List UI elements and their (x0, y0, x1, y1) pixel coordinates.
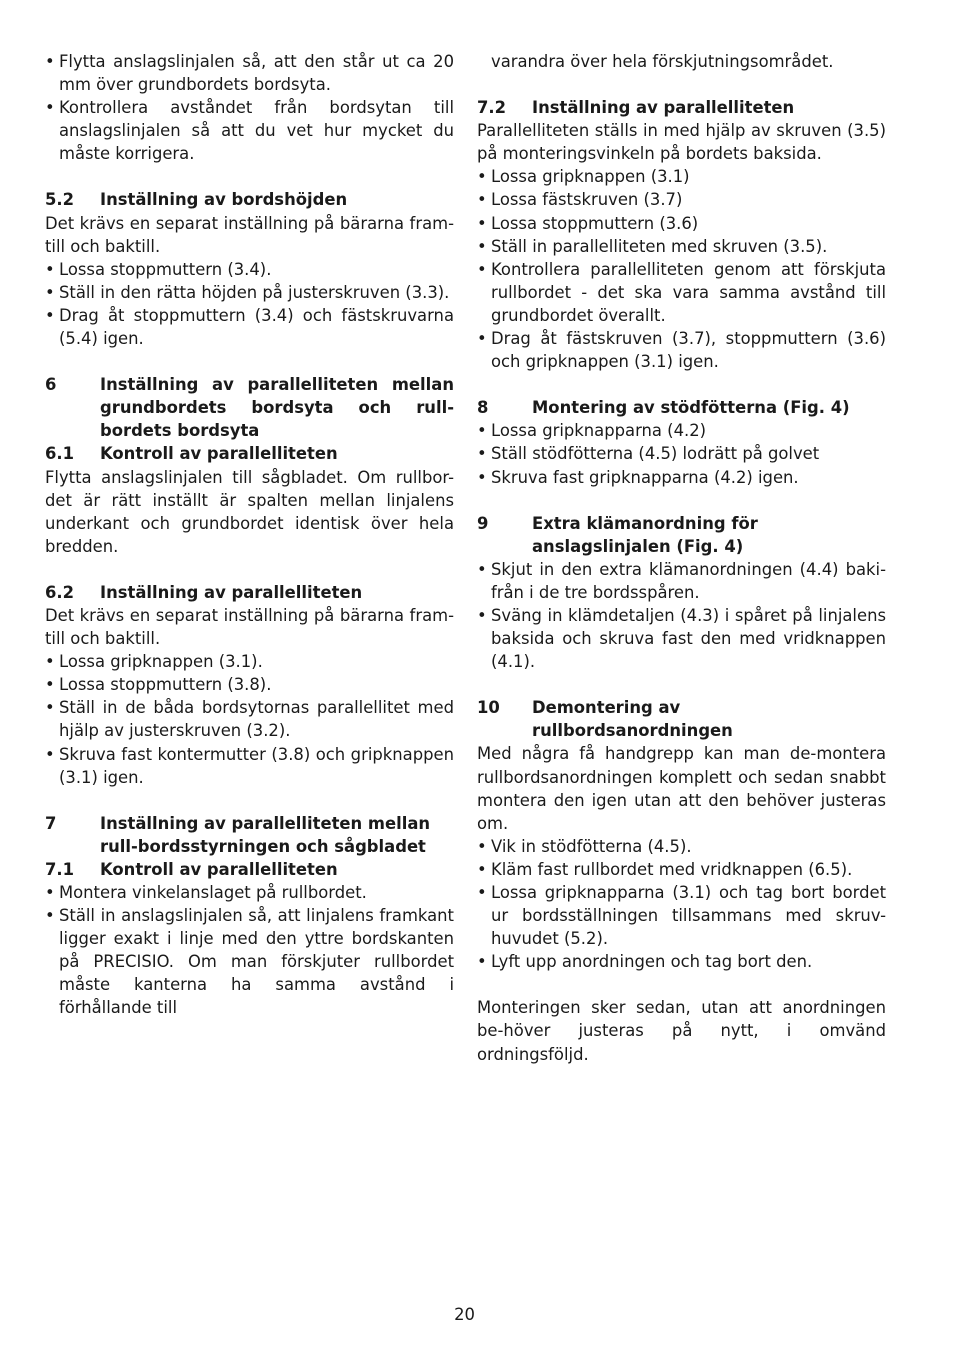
section-number: 7.2 (477, 98, 507, 118)
section-title: Inställning av parallelliteten mellan grundbordets bordsyta och rull-bordets bordsyta (100, 375, 454, 441)
list-item: • Drag åt stoppmuttern (3.4) och fästskruvarna (5.4) igen. (45, 304, 454, 350)
section-title: Inställning av parallelliteten mellan rull-bordsstyrningen och sågbladet (100, 813, 431, 856)
section-number: 6.2 (45, 582, 75, 602)
list-item: • Sväng in klämdetaljen (4.3) i spåret på linjalens baksida och skruva fast den med vridknappen (4.1). (477, 604, 886, 673)
section-heading-6-1 (45, 442, 454, 465)
section-title: Kontroll av parallelliteten (100, 444, 338, 464)
section-heading-10 (477, 696, 886, 742)
left-column (45, 50, 454, 1020)
section-text: Flytta anslagslinjalen till sågbladet. Om rullbor-det är rätt inställt är spalten mellan linjalens underkant och grundbordet identisk över hela bredden. (45, 467, 454, 556)
list-item: • Lossa gripknapparna (3.1) och tag bort bordet ur bordsställningen tillsammans med skruv-huvudet (5.2). (477, 881, 886, 950)
section-number: 8 (477, 398, 489, 418)
section-heading-7-1 (45, 858, 454, 881)
list-item: • Ställ in de båda bordsytornas parallellitet med hjälp av justerskruven (3.2). (45, 696, 454, 742)
list-item: • Lossa stoppmuttern (3.4). (45, 258, 454, 281)
section-number: 7 (45, 813, 57, 833)
section-title: Inställning av parallelliteten (532, 98, 795, 118)
list-item: • Skruva fast kontermutter (3.8) och gripknappen (3.1) igen. (45, 743, 454, 789)
section-title: Inställning av bordshöjden (100, 190, 348, 210)
bullet-list (477, 835, 886, 974)
section-title: Montering av stödfötterna (Fig. 4) (532, 398, 850, 418)
list-item: • Skruva fast gripknapparna (4.2) igen. (477, 466, 886, 489)
bullet-list (45, 650, 454, 789)
list-item: • Lossa gripknapparna (4.2) (477, 419, 886, 442)
section-text: Det krävs en separat inställning på bärarna fram-till och baktill. (45, 213, 454, 256)
section-title: Demontering av rullbordsanordningen (532, 698, 733, 741)
list-item: • Flytta anslagslinjalen så, att den står ut ca 20 mm över grundbordets bordsyta. (45, 50, 454, 96)
list-item: • Kläm fast rullbordet med vridknappen (6.5). (477, 858, 886, 881)
section-text: Det krävs en separat inställning på bärarna fram-till och baktill. (45, 605, 454, 649)
list-item: • Lossa fästskruven (3.7) (477, 188, 886, 211)
list-item: • Lossa stoppmuttern (3.8). (45, 673, 454, 696)
section-text: Parallelliteten ställs in med hjälp av skruven (3.5) på monteringsvinkeln på bordets baksida. (477, 121, 886, 164)
page-number: 20 (454, 1305, 475, 1324)
intro-bullet-list (45, 50, 454, 165)
section-number: 6 (45, 375, 57, 395)
section-number: 6.1 (45, 444, 75, 464)
section-heading-7-2 (477, 96, 886, 119)
list-item: • Lossa gripknappen (3.1). (45, 650, 454, 673)
list-item: • Skjut in den extra klämanordningen (4.4) baki-från i de tre bordsspåren. (477, 558, 886, 604)
list-item: • Kontrollera parallelliteten genom att förskjuta rullbordet - det ska vara samma avstånd till grundbordet överallt. (477, 258, 886, 327)
list-item: • Vik in stödfötterna (4.5). (477, 835, 886, 858)
section-heading-5-2 (45, 188, 454, 211)
bullet-list (477, 558, 886, 673)
list-item: • Ställ in parallelliteten med skruven (3.5). (477, 235, 886, 258)
section-heading-6-2 (45, 581, 454, 604)
section-number: 10 (477, 698, 500, 718)
bullet-list (477, 419, 886, 488)
section-title: Extra klämanordning för anslagslinjalen (Fig. 4) (532, 513, 758, 556)
section-title: Inställning av parallelliteten (100, 582, 363, 602)
section-text: Med några få handgrepp kan man de-montera rullbordsanordningen komplett och sedan snabbt montera den igen utan att den behöver justeras om. (477, 744, 886, 833)
list-item: • Lossa stoppmuttern (3.6) (477, 212, 886, 235)
closing-text: Monteringen sker sedan, utan att anordningen be-höver justeras på nytt, i omvänd ordningsföljd. (477, 998, 886, 1064)
bullet-list (477, 165, 886, 373)
section-number: 7.1 (45, 859, 75, 879)
list-item: • Ställ in anslagslinjalen så, att linjalens framkant ligger exakt i linje med den yttre bordskanten på PRECISIO. Om man förskjuter rullbordet måste kanterna ha samma avstånd i förhållande till (45, 904, 454, 1019)
section-title: Kontroll av parallelliteten (100, 859, 338, 879)
section-number: 5.2 (45, 190, 75, 210)
section-heading-8 (477, 396, 886, 419)
section-heading-6 (45, 373, 454, 442)
continuation-text: varandra över hela förskjutningsområdet. (491, 52, 834, 71)
right-column (477, 50, 886, 1066)
section-heading-9 (477, 512, 886, 558)
list-item: • Kontrollera avståndet från bordsytan till anslagslinjalen så att du vet hur mycket du måste korrigera. (45, 96, 454, 165)
list-item: • Lyft upp anordningen och tag bort den. (477, 950, 886, 973)
section-number: 9 (477, 513, 489, 533)
section-heading-7 (45, 812, 454, 858)
list-item: • Montera vinkelanslaget på rullbordet. (45, 881, 454, 904)
list-item: • Lossa gripknappen (3.1) (477, 165, 886, 188)
bullet-list (45, 258, 454, 350)
list-item: • Ställ in den rätta höjden på justerskruven (3.3). (45, 281, 454, 304)
bullet-list (45, 881, 454, 1020)
list-item: • Drag åt fästskruven (3.7), stoppmuttern (3.6) och gripknappen (3.1) igen. (477, 327, 886, 373)
list-item: • Ställ stödfötterna (4.5) lodrätt på golvet (477, 442, 886, 465)
